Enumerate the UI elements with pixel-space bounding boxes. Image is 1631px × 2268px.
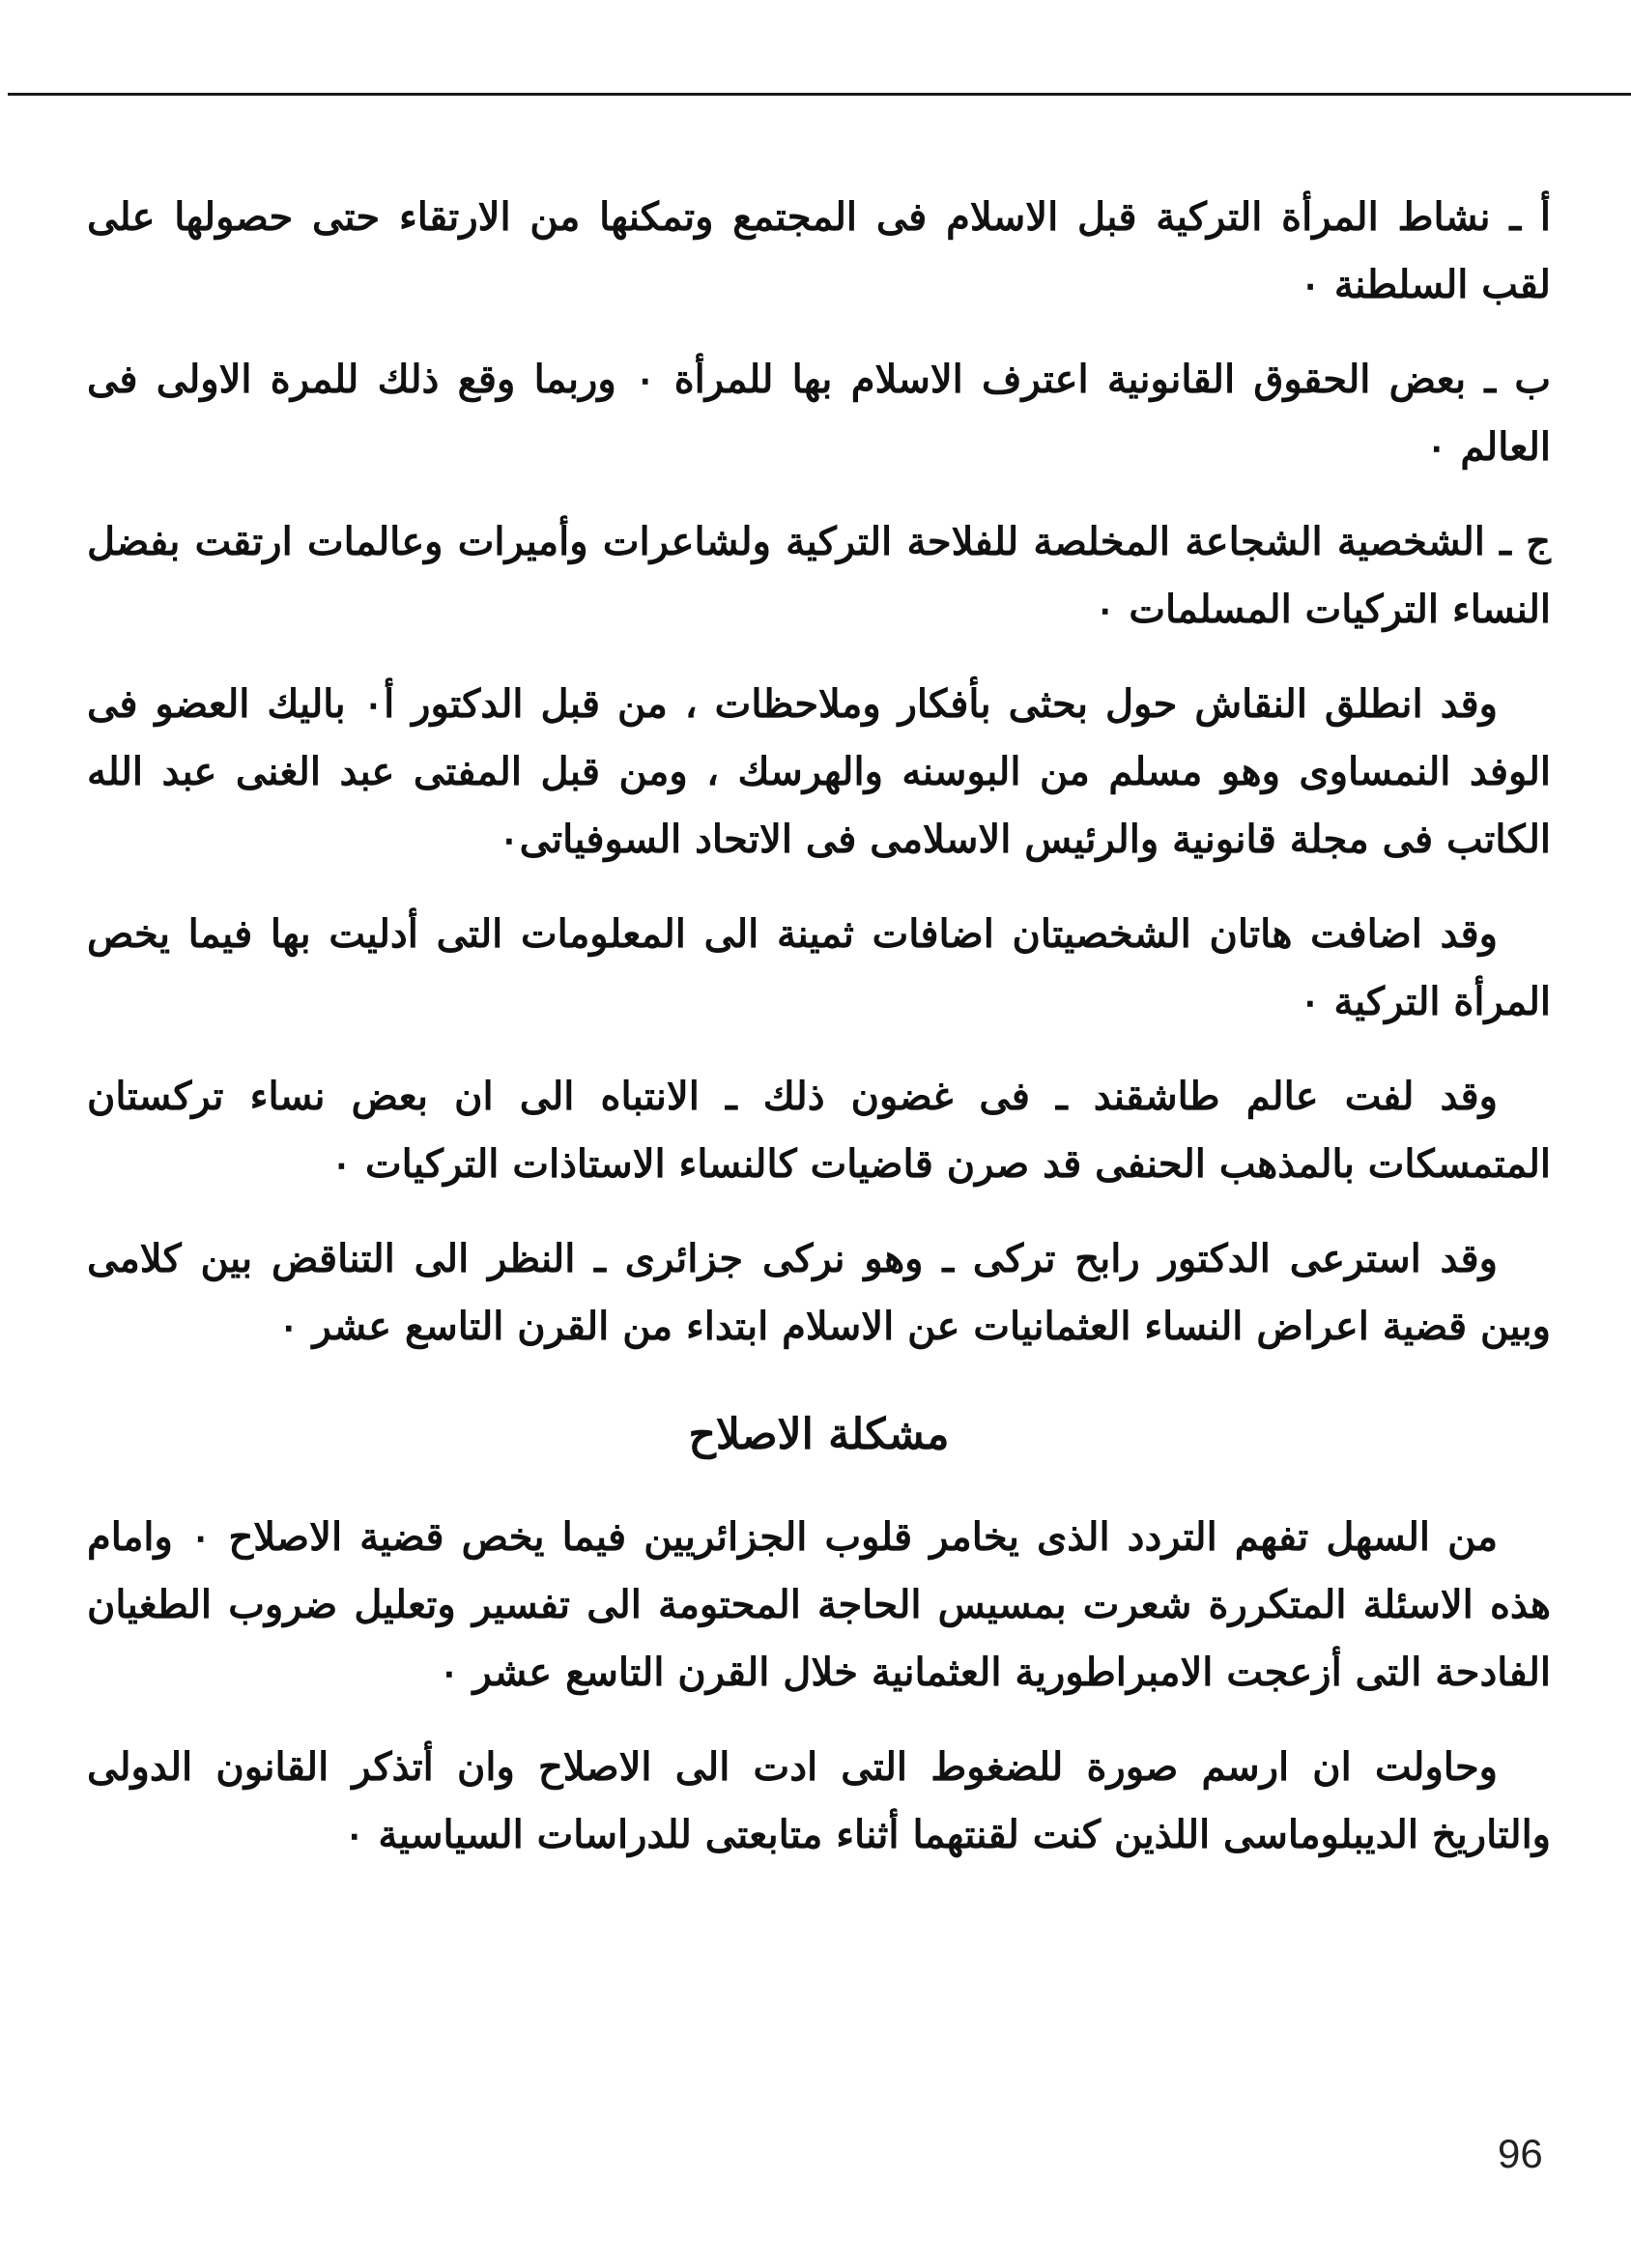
- paragraph-reform-hesitation: من السهل تفهم التردد الذى يخامر قلوب الجزائريين فيما يخص قضية الاصلاح ٠ وامام هذه الاسئلة المتكررة شعرت بمسيس الحاجة المحتومة الى تفسير وتعليل ضروب الطغيان الفادحة التى أزعجت الامبراطورية العثمانية خلال القرن التاسع عشر ٠: [87, 1514, 1551, 1695]
- paragraph-reform-pressures: وحاولت ان ارسم صورة للضغوط التى ادت الى الاصلاح وان أتذكر القانون الدولى والتاريخ الديبلوماسى اللذين كنت لقنتهما أثناء متابعتى للدراسات السياسية ٠: [87, 1744, 1551, 1857]
- paragraph-tashkent: وقد لفت عالم طاشقند ـ فى غضون ذلك ـ الانتباه الى ان بعض نساء تركستان المتمسكات بالمذهب الحنفى قد صرن قاضيات كالنساء الاستاذات التركيات ٠: [87, 1074, 1551, 1187]
- paragraph-contradiction: وقد استرعى الدكتور رابح تركى ـ وهو نركى جزائرى ـ النظر الى التناقض بين كلامى وبين قضية اعراض النساء العثمانيات عن الاسلام ابتداء من القرن التاسع عشر ٠: [87, 1236, 1551, 1349]
- list-item-a: أ ـ نشاط المرأة التركية قبل الاسلام فى المجتمع وتمكنها من الارتقاء حتى حصولها على لقب السلطنة ٠: [87, 194, 1551, 307]
- page-number: 96: [1498, 2131, 1543, 2176]
- page-body: [87, 184, 1551, 1896]
- header-rule: [8, 93, 1631, 96]
- section-heading: مشكلة الاصلاح: [688, 1410, 950, 1459]
- list-item-b: ب ـ بعض الحقوق القانونية اعترف الاسلام بها للمرأة ٠ وربما وقع ذلك للمرة الاولى فى العالم ٠: [87, 357, 1551, 470]
- paragraph-discussion: وقد انطلق النقاش حول بحثى بأفكار وملاحظات ، من قبل الدكتور أ٠ باليك العضو فى الوفد النمساوى وهو مسلم من البوسنه والهرسك ، ومن قبل المفتى عبد الغنى عبد الله الكاتب فى مجلة قانونية والرئيس الاسلامى فى الاتحاد السوفياتى٠: [87, 681, 1551, 862]
- paragraph-additions: وقد اضافت هاتان الشخصيتان اضافات ثمينة الى المعلومات التى أدليت بها فيما يخص المرأة التركية ٠: [87, 911, 1551, 1024]
- list-item-c: ج ـ الشخصية الشجاعة المخلصة للفلاحة التركية ولشاعرات وأميرات وعالمات ارتقت بفضل النساء التركيات المسلمات ٠: [87, 519, 1551, 632]
